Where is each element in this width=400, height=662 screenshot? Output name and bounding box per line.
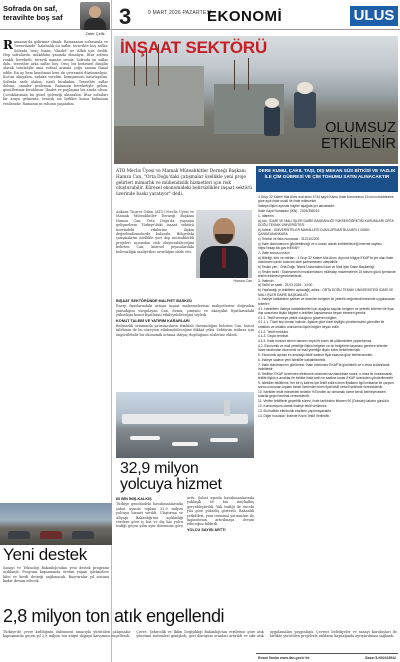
tender-paragraph: 14. Diğer hususlar: İhalede Kısmi Teklif Verilebilir. <box>258 413 330 418</box>
tender-paragraph: 4.1.3. Geçici teminat. <box>258 334 289 339</box>
drop-cap: R <box>3 40 13 52</box>
tender-paragraph: b) Teslim yeri : Orta Doğu Teknik Üniversitesi İdari ve Mali İşler Daire Başkanlığı <box>258 264 375 269</box>
tender-paragraph: 4.1.1.1. Tüzel kişi olması halinde, ilgisine göre tüzel kişiliğin yönetimindeki görevliler ile ortakları ve ortaklık oranlarına ilişkin bilgiler beyan edilir. <box>258 320 385 329</box>
tender-title: DERE KUMU, ÇAKIL TAŞI, DIŞ MEKAN SÜS BİTKİSİ VE YAZLIK İLE ÇİM GÜBRESİ VE ÇİM TOHUMU SATIN ALINACAKTIR <box>258 168 396 179</box>
newspaper-logo: ULUS <box>350 6 398 26</box>
tender-paragraph: 8. Teklifler, EKAP üzerinden elektronik ortamda hazırlandıktan sonra, e-imza ile imzalanarak, teklife ilişkin e-anahtar ile birlikte ihale tarih ve saatine kadar EKAP üzerinden gönderilecektir. <box>258 371 394 381</box>
author-name: Zafer Çelik <box>85 31 105 36</box>
footer-source: Resmi İlanlar www.ilan.gov.tr'de <box>258 656 310 660</box>
tender-footer <box>256 653 398 661</box>
brief-body: Sanayi ve Teknoloji Bakanlığı'ndan yeni destek programı açıklandı. Program kapsamında üretim yapan işletmelere hibe ve kredi desteği sağlanacak. Başvurular yıl sonuna kadar devam edecek. <box>3 566 109 584</box>
traffic-photo <box>0 503 112 545</box>
opinion-column <box>0 0 112 662</box>
airport-subhead-passengers: YOLCU SAYISI ARTTI <box>187 527 226 532</box>
tender-paragraph: 7. İhale dokümanının görülmesi: İhale dokümanı EKAP'ta görülebilir ve e-imza kullanılarak indirilebilir. <box>258 362 390 372</box>
tender-paragraph: 1- İdarenin <box>258 213 274 218</box>
tender-paragraph: 4.2. Ekonomik ve mali yeterliğe ilişkin belgeler ve bu belgelerin taşıması gereken kriterler: İdare tarafından ekonomik ve mali yeterliğe ilişkin kriter belirtilmemiştir. <box>258 344 389 353</box>
hero-subheadline: OLUMSUZ ETKİLENİR <box>321 120 396 152</box>
tender-paragraph: 11. Verilen tekliflerin geçerlilik süresi, ihale tarihinden itibaren 90 (Doksan) takvim günüdür. <box>258 399 390 404</box>
tender-paragraph: 2- İhale konusu malın <box>258 250 290 255</box>
story-subhead-cost: İNŞAAT SEKTÖRÜNDE MALİYET BASKISI <box>116 299 192 303</box>
airport-body <box>116 496 254 604</box>
tender-paragraph: 4. İhaleye katılabilme şartları ve istenilen belgeler ile yeterlik değerlendirmesinde uygulanacak kriterler: <box>258 297 395 306</box>
tender-paragraph: b) Adresi : ÜNİVERSİTELER MAHALLESİ DUMLUPINAR BULVARI 1 06800 ÇANKAYA/ANKARA <box>258 227 370 236</box>
page-number: 3 <box>119 4 132 29</box>
tender-paragraph: ç) İhale dokümanının görülebileceği ve e-imzalı olarak indirilebileceği internet sayfası : https://ekap.kik.gov.tr/EKAP/ <box>258 241 384 250</box>
tender-paragraph: 4.1.2. Teklif mektubu. <box>258 329 290 334</box>
tender-notice <box>258 195 396 643</box>
waste-headline: 2,8 milyon ton atık engellendi <box>3 606 225 626</box>
story-lead: ATO Meclis Üyesi ve Mamak Müteahhitler Derneği Başkanı Hamza Can, "Orta Doğu'daki çatışmalar özellikle yeni proje gelirleri mimarlık ve mühendislik hizmetleri için risk oluşturabilir. Küresel ekonomideki belirsizlikler inşaat sektörü üzerinde baskı yaratıyor" dedi. <box>116 169 253 198</box>
issue-date: 9 MART 2026 PAZARTESİ <box>148 10 212 16</box>
tender-paragraph: a) Adı : İDARİ VE MALİ İŞLER DAİRE BAŞKANLIĞI YÜKSEKÖĞRETİM KURUMLARI ORTA DOĞU TEKNİK ÜNİVERSİTESİ <box>258 218 394 227</box>
expert-caption: Hamza Can <box>233 279 252 283</box>
airport-subhead-flights: 60 BİN İNİŞ-KALKIŞ <box>116 497 152 501</box>
tender-paragraph: 9. İstekliler tekliflerini, her bir iş kalemi için teklif edilen birim fiyatların ilgili miktarlar ile çarpımı sonucu bulunan toplam bedel üzerinden birim fiyat teklif cetveli şeklinde vereceklerdir. <box>258 381 395 390</box>
column-title: Sofrada ön saf, teravihte boş saf <box>3 4 63 22</box>
tender-paragraph: 4.1.1. Teklif vermeye yetkili olduğunu gösteren bilgiler; <box>258 315 337 320</box>
footer-code: Basın İLN02418942 <box>365 656 396 660</box>
brief-headline: Yeni destek <box>3 545 87 564</box>
tender-paragraph: 12. Konsorsiyum olarak ihaleye teklif verilemez. <box>258 404 328 409</box>
tender-paragraph: 10. İstekliler teklif edecekleri bedelin %3'ünden az olmamak üzere kendi belirleyecekleri tutarda geçici teminat vereceklerdir. <box>258 390 386 399</box>
tender-paragraph: 4.1. İsteklilerin ihaleye katılabilmeleri için aşağıda sayılan belgeler ve yeterlik kriterleri ile fiyat dışı unsurlara ilişkin bilgileri e-teklifleri kapsamında beyan etmeleri gerekir. <box>258 306 394 315</box>
tender-paragraph: 3- İhalenin <box>258 278 274 283</box>
expert-photo <box>196 210 252 278</box>
tender-paragraph: İhaleye ilişkin ayrıntılı bilgiler aşağıda yer almaktadır: <box>258 204 336 209</box>
story-body: Ankara Ticaret Odası (ATO) Meclis Üyesi ve Mamak Müteahhitler Derneği Başkanı Hamza Can, Orta Doğu'da yaşanan gelişmelerin Türkiye'deki inşaat sektörü üzerindeki etkilerine ilişkin değerlendirmelerde bulundu. Bölgedeki çatışmaların özellikle yurt dışı müteahhitlik projeleri açısından risk oluşturabileceğini belirten Can, küresel piyasalardaki belirsizliğin maliyetleri artırdığını ifade etti. <box>116 210 194 254</box>
section-title: EKONOMİ <box>207 8 283 25</box>
tender-paragraph: 6. İhaleye sadece yerli istekliler katılabilecektir. <box>258 358 327 362</box>
tender-paragraph: 4 Grup 32 Kalem Mal Alımı mal alımı 4734 sayılı Kamu İhale Kanununun 19 uncu maddesine göre açık ihale usulü ile ihale edilecektir. <box>258 195 394 204</box>
airport-photo <box>116 392 254 458</box>
airport-headline: 32,9 milyon yolcuya hizmet <box>120 460 222 493</box>
tender-paragraph: c) Telefon ve faks numarası : 3122102200 <box>258 236 320 241</box>
airport-paragraph: Türkiye genelindeki havalimanlarında şubat ayında toplam 32,9 milyon yolcuya hizmet verildi. Ulaştırma ve Altyapı Bakanlığı'nın açıkladığı verilere göre iç hat ve dış hat yolcu trafiği geçen yılın aynı dönemine göre arttı. Şubat ayında havalimanlarında yaklaşık 60 bin iniş-kalkış gerçekleştirildi. Yük trafiği de önceki yıla göre yükseliş gösterdi. Bakanlık yetkilileri, yeni terminal yatırımları ile kapasitenin artırılmaya devam edeceğini bildirdi. <box>116 496 254 529</box>
column-text: amazan'da gelirimiz olmalı. Ramazanın sofrasında ve "teravihinde" kalabalık ön saflar, teravihte boş saflar. Sofrada 'oruç' bizim, "ibadet" ne 'Allah için' dedik. Hep sofralarda, mükâfatın yanında olmalıyız. İftar sofrası renkli, bereketli; teravih namazı sessiz. Sofrada ön saflar dolu, teravihte arka saflar boş. Oruç bir bedensel disiplin olarak tutulabilir ama ruhsal arınma çoğu zaman ihmal edilir. Bu ay hem kendimizi hem de çevremizi düşünmeliyiz. Kur'an okuyalım, sadaka verelim, komşumuzu hatırlayalım. Sofrada sade olalım, israfı bırakalım. Teravihte saflar dolsun, camiler şenlensin. Ramazan bereketiyle gelsin, gönüllerimiz ferahlasın. İbadet ve paylaşma bir arada olsun. Çocuklarımıza bu güzel geleneği aktaralım. İftar sofraları bir araya gelmenin, teravih ise birlikte huzur bulmanın vesilesidir. Ramazan'ın ruhunu yaşatalım. <box>3 40 108 106</box>
tender-paragraph: a) Tarihi ve saati : 23.03.2026 - 14:00 <box>258 283 313 288</box>
waste-body: Türkiye'de çevre kirliliğinin önlenmesi amacıyla yürütülen çalışmalar kapsamında geçen yıl 2,8 milyon ton atığın doğaya karışması engellendi. Çevre, Şehircilik ve İklim Değişikliği Bakanlığı'nın verilerine göre atık yönetimi sistemleri genişledi, geri dönüşüm oranları artırıldı ve sıfır atık uygulamaları yaygınlaştı. Çevreci belediyeler ve sanayi kuruluşları ile birlikte yürütülen projelerle atıkların kaynağında ayrıştırılması sağlandı. <box>3 630 397 639</box>
hero-headline: İNŞAAT SEKTÖRÜ <box>120 38 268 57</box>
author-photo <box>80 2 110 30</box>
tender-paragraph: İhale Kayıt Numarası (İKN) : 2026/358215 <box>258 208 320 213</box>
story-paragraph-demand: Belirsizlik ortamında yatırımcıların temkinli davrandığını belirten Can, konut talebinin de bu süreçten etkilenebileceğine dikkat çekti. Sektörün istikrar için öngörülebilir bir ekonomik ortama ihtiyaç duyduğunu sözlerine ekledi. <box>116 324 254 337</box>
tender-paragraph: b) Yapılacağı (e-tekliflerin açılacağı) adres : ORTA DOĞU TEKNİK ÜNİVERSİTESİ İDARİ VE MALİ İŞLER DAİRE BAŞKANLIĞI <box>258 288 394 297</box>
story-continued <box>116 298 254 382</box>
story-paragraph-cost: Enerji fiyatlarındaki artışın inşaat malzemelerinin maliyetlerine doğrudan yansıdığını vurgulayan Can, demir, çimento ve akaryakıt fiyatlarındaki yükselişin konut fiyatlarını etkileyebileceğini söyledi. <box>116 304 254 318</box>
tender-paragraph: 5. Ekonomik açıdan en avantajlı teklif sadece fiyat esasına göre belirlenecektir. <box>258 353 373 358</box>
tender-paragraph: c) Teslim tarihi : Sözleşmenin imzalanmasını müteakip malzemelerin 15 takvim günü içerisinde teslim edilmesi gerekmektedir. <box>258 269 396 278</box>
column-body <box>3 40 108 502</box>
story-subhead-demand: KONUT TALEBİ VE YATIRIM KARARLARI <box>116 318 190 323</box>
tender-paragraph: 4.1.4. İhale konusu alımın tamamı veya bir kısmı alt yüklenicilere yaptırılamaz. <box>258 339 373 344</box>
tender-paragraph: a) Niteliği, türü ve miktarı : 4 Grup 32 Kalem Mal Alımı. Ayrıntılı bilgiye EKAP'ta yer alan ihale dokümanı içinde bulunan idari şartnameden ulaşılabilir. <box>258 255 394 264</box>
tender-paragraph: 13. Bu ihalede elektronik eksiltme yapılmayacaktır. <box>258 408 332 413</box>
